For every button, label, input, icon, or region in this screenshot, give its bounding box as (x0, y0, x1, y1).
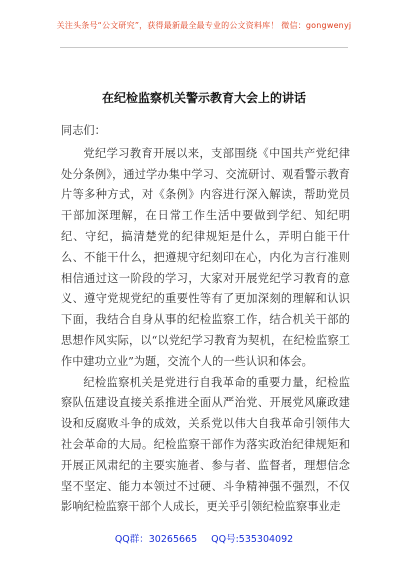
footer-qq-group: QQ群：30265665 (114, 534, 198, 545)
header-notice: 关注头条号“公文研究”，获得最新最全最专业的公文资料库！ 微信：gongwenyj (56, 21, 352, 30)
paragraph-1: 党纪学习教育开展以来，支部围绕《中国共产党纪律处分条例》，通过学办集中学习、交流研讨、观看警示教育片等多种方式，对《条例》内容进行深入解读，帮助党员干部加深理解，在日常工作生活中要做到学纪、知纪明纪、守纪，搞清楚党的纪律规矩是什么，弄明白能干什么、不能干什么，把遵规守纪刻印在心，内化为言行准则相信通过这一阶段的学习，大家对开展党纪学习教育的意义、遵守党规党纪的重要性等有了更加深刻的理解和认识下面，我结合自身从事的纪检监察工作，结合机关干部的思想作风实际，以“以党纪学习教育为契机，在纪检监察工作中建功立业”为题，交流个人的一些认识和体会。 (61, 146, 350, 368)
footer-qq-number: QQ号:535304092 (211, 534, 294, 545)
footer-contact (0, 531, 408, 545)
header-divider (60, 47, 348, 48)
paragraph-2: 纪检监察机关是党进行自我革命的重要力量，纪检监察队伍建设直接关系推进全面从严治党、开展党风廉政建设和反腐败斗争的成效，关系党以伟大自我革命引领伟大社会革命的大局。纪检监察干部作为落实政治纪律规矩和开展正风肃纪的主要实施者、参与者、监督者，理想信念坚不坚定、能力本领过不过硬、斗争精神强不强烈，不仅影响纪检监察干部个人成长，更关乎引领纪检监察事业走 (61, 375, 350, 514)
document-title: 在纪检监察机关警示教育大会上的讲话 (101, 91, 306, 105)
document-body (61, 121, 350, 518)
salutation: 同志们： (61, 124, 106, 137)
